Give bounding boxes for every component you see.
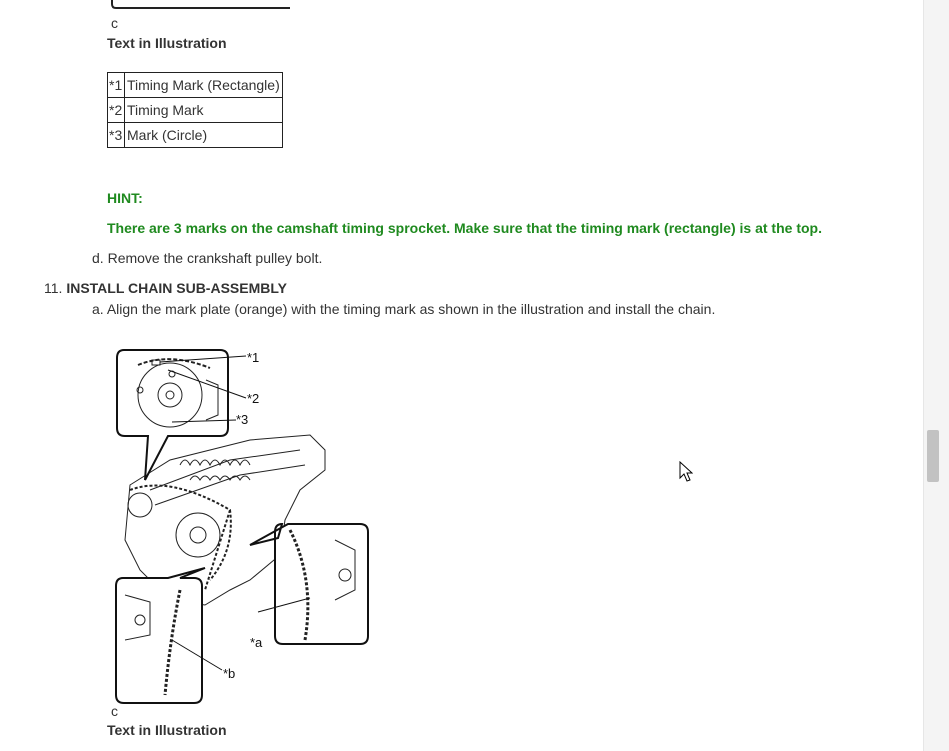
legend-desc: Timing Mark (Rectangle) xyxy=(125,73,283,98)
step-11-heading xyxy=(44,279,287,297)
legend-key: *2 xyxy=(108,98,125,123)
top-callout-bubble xyxy=(117,350,228,480)
right-callout-bubble xyxy=(250,524,368,644)
vertical-scrollbar-thumb[interactable] xyxy=(927,430,939,482)
callout-1: *1 xyxy=(247,350,260,365)
step-d-letter: d. xyxy=(92,250,104,266)
hint-text: There are 3 marks on the camshaft timing sprocket. Make sure that the timing mark (rectangle) is at the top. xyxy=(107,220,822,236)
mouse-cursor-icon xyxy=(679,461,693,483)
legend-desc: Timing Mark xyxy=(125,98,283,123)
text-in-illustration-heading: Text in Illustration xyxy=(107,35,227,51)
step-d xyxy=(92,249,322,267)
callout-2: *2 xyxy=(247,391,260,406)
chain-installation-illustration xyxy=(110,340,380,710)
vertical-scrollbar-track[interactable] xyxy=(923,0,949,751)
illustration-legend-table xyxy=(107,72,283,148)
legend-key: *3 xyxy=(108,123,125,148)
top-figure-label: c xyxy=(111,15,118,31)
callout-a: *a xyxy=(250,635,263,650)
legend-row xyxy=(108,98,283,123)
text-in-illustration-heading-2: Text in Illustration xyxy=(107,722,227,738)
step-d-text: Remove the crankshaft pulley bolt. xyxy=(107,250,323,266)
step-a xyxy=(92,300,715,318)
legend-row xyxy=(108,123,283,148)
step-11-title: INSTALL CHAIN SUB-ASSEMBLY xyxy=(66,280,287,296)
bottom-callout-bubble xyxy=(116,568,205,703)
callout-3: *3 xyxy=(236,412,249,427)
figure-label: c xyxy=(111,703,118,719)
callout-b: *b xyxy=(223,666,236,681)
hint-title: HINT: xyxy=(107,190,143,206)
step-a-letter: a. xyxy=(92,301,104,317)
legend-row xyxy=(108,73,283,98)
top-illustration-edge xyxy=(100,0,290,12)
step-11-number: 11. xyxy=(44,280,63,296)
legend-desc: Mark (Circle) xyxy=(125,123,283,148)
legend-key: *1 xyxy=(108,73,125,98)
step-a-text: Align the mark plate (orange) with the timing mark as shown in the illustration and install the chain. xyxy=(106,301,716,317)
